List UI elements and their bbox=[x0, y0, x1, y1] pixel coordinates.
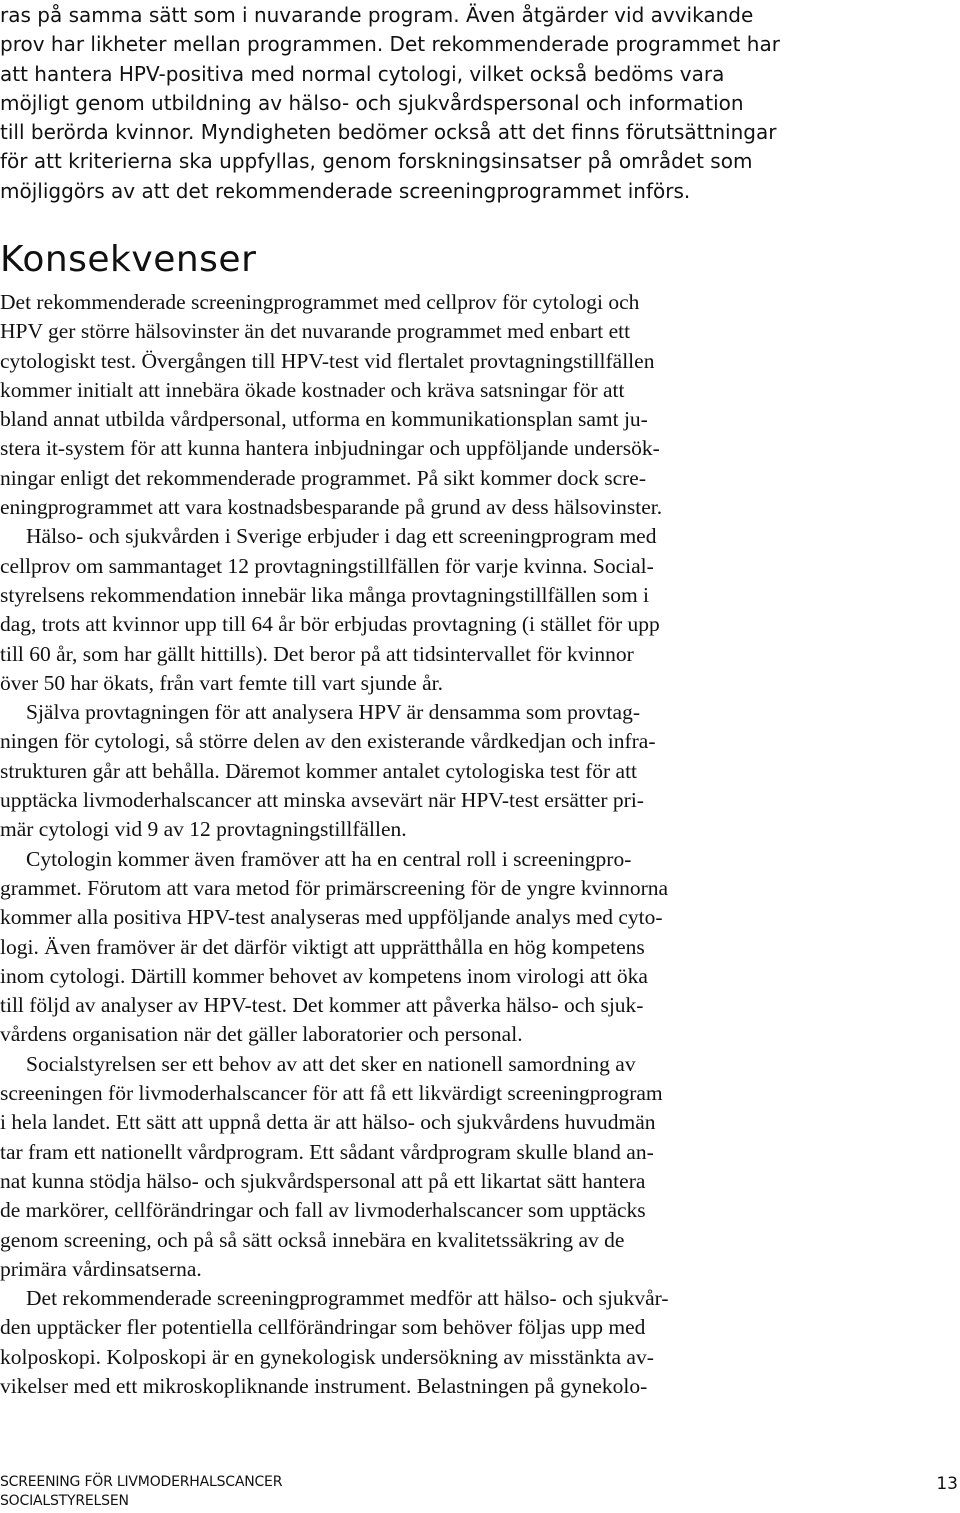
text-line: till följd av analyser av HPV-test. Det kommer att påverka hälso- och sjuk- bbox=[0, 993, 644, 1018]
text-line: cellprov om sammantaget 12 provtagningstillfällen för varje kvinna. Social- bbox=[0, 553, 654, 578]
text-line: mär cytologi vid 9 av 12 provtagningstillfällen. bbox=[0, 817, 407, 842]
text-line: ningen för cytologi, så större delen av den existerande vårdkedjan och infra- bbox=[0, 729, 656, 754]
text-line: till berörda kvinnor. Myndigheten bedömer också att det finns förutsättningar bbox=[0, 120, 777, 145]
text-line: kommer alla positiva HPV-test analyseras med uppföljande analys med cyto- bbox=[0, 905, 663, 930]
text-line: Hälso- och sjukvården i Sverige erbjuder i dag ett screeningprogram med bbox=[26, 524, 657, 549]
text-line: prov har likheter mellan programmen. Det rekommenderade programmet har bbox=[0, 32, 780, 57]
text-line: Det rekommenderade screeningprogrammet med cellprov för cytologi och bbox=[0, 290, 640, 314]
text-line: för att kriterierna ska uppfyllas, genom forskningsinsatser på området som bbox=[0, 149, 753, 174]
text-line: dag, trots att kvinnor upp till 64 år bör erbjudas provtagning (i stället för upp bbox=[0, 612, 660, 637]
text-line: HPV ger större hälsovinster än det nuvarande programmet med enbart ett bbox=[0, 319, 631, 344]
text-line: upptäcka livmoderhalscancer att minska avsevärt när HPV-test ersätter pri- bbox=[0, 788, 644, 813]
body-text bbox=[0, 288, 960, 1401]
text-line: eningprogrammet att vara kostnadsbesparande på grund av dess hälsovinster. bbox=[0, 495, 663, 520]
footer-title: SCREENING FÖR LIVMODERHALSCANCER bbox=[0, 1474, 283, 1490]
text-line: över 50 har ökats, från vart femte till vart sjunde år. bbox=[0, 670, 443, 695]
text-line: möjliggörs av att det rekommenderade screeningprogrammet införs. bbox=[0, 178, 691, 203]
text-line: cytologiskt test. Övergången till HPV-test vid flertalet provtagningstillfällen bbox=[0, 348, 655, 373]
text-line: vikelser med ett mikroskopliknande instrument. Belastningen på gynekolo- bbox=[0, 1373, 648, 1398]
text-line: ningar enligt det rekommenderade programmet. På sikt kommer dock scre- bbox=[0, 465, 646, 490]
text-line: genom screening, och på så sätt också innebära en kvalitetssäkring av de bbox=[0, 1227, 625, 1252]
text-line: stera it-system för att kunna hantera inbjudningar och uppföljande undersök- bbox=[0, 436, 660, 461]
text-line: den upptäcker fler potentiella cellförändringar som behöver följas upp med bbox=[0, 1315, 646, 1340]
text-line: logi. Även framöver är det därför viktigt att upprätthålla en hög kompetens bbox=[0, 934, 645, 959]
text-line: nat kunna stödja hälso- och sjukvårdspersonal att på ett likartat sätt hantera bbox=[0, 1168, 646, 1193]
text-line: kolposkopi. Kolposkopi är en gynekologisk undersökning av misstänkta av- bbox=[0, 1344, 654, 1369]
text-line: primära vårdinsatserna. bbox=[0, 1256, 202, 1281]
text-line: strukturen går att behålla. Däremot kommer antalet cytologiska test för att bbox=[0, 758, 638, 783]
text-line: grammet. Förutom att vara metod för primärscreening för de yngre kvinnorna bbox=[0, 875, 669, 900]
text-line: kommer initialt att innebära ökade kostnader och kräva satsningar för att bbox=[0, 377, 625, 402]
text-line: de markörer, cellförändringar och fall av livmoderhalscancer som upptäcks bbox=[0, 1198, 646, 1223]
text-line: ras på samma sätt som i nuvarande program. Även åtgärder vid avvikande bbox=[0, 3, 754, 27]
text-line: till 60 år, som har gällt hittills). Det beror på att tidsintervallet för kvinnor bbox=[0, 641, 634, 666]
page-footer bbox=[0, 1473, 960, 1511]
text-line: bland annat utbilda vårdpersonal, utforma en kommunikationsplan samt ju- bbox=[0, 407, 648, 432]
text-line: Själva provtagningen för att analysera HPV är densamma som provtag- bbox=[26, 700, 640, 725]
intro-paragraph bbox=[0, 0, 960, 206]
text-line: styrelsens rekommendation innebär lika många provtagningstillfällen som i bbox=[0, 582, 650, 607]
text-line: screeningen för livmoderhalscancer för att få ett likvärdigt screeningprogram bbox=[0, 1081, 663, 1106]
section-heading: Konsekvenser bbox=[0, 239, 257, 280]
text-line: Socialstyrelsen ser ett behov av att det sker en nationell samordning av bbox=[26, 1051, 636, 1076]
footer-publisher: SOCIALSTYRELSEN bbox=[0, 1493, 129, 1509]
text-line: att hantera HPV-positiva med normal cytologi, vilket också bedöms vara bbox=[0, 61, 725, 86]
text-line: Det rekommenderade screeningprogrammet medför att hälso- och sjukvår- bbox=[26, 1286, 669, 1311]
text-line: Cytologin kommer även framöver att ha en central roll i screeningpro- bbox=[26, 846, 632, 871]
text-line: i hela landet. Ett sätt att uppnå detta är att hälso- och sjukvårdens huvudmän bbox=[0, 1110, 656, 1135]
text-line: vårdens organisation när det gäller laboratorier och personal. bbox=[0, 1022, 523, 1047]
page-number: 13 bbox=[936, 1474, 958, 1494]
text-line: tar fram ett nationellt vårdprogram. Ett sådant vårdprogram skulle bland an- bbox=[0, 1139, 654, 1164]
text-line: möjligt genom utbildning av hälso- och sjukvårdspersonal och information bbox=[0, 90, 744, 115]
text-line: inom cytologi. Därtill kommer behovet av kompetens inom virologi att öka bbox=[0, 963, 648, 988]
